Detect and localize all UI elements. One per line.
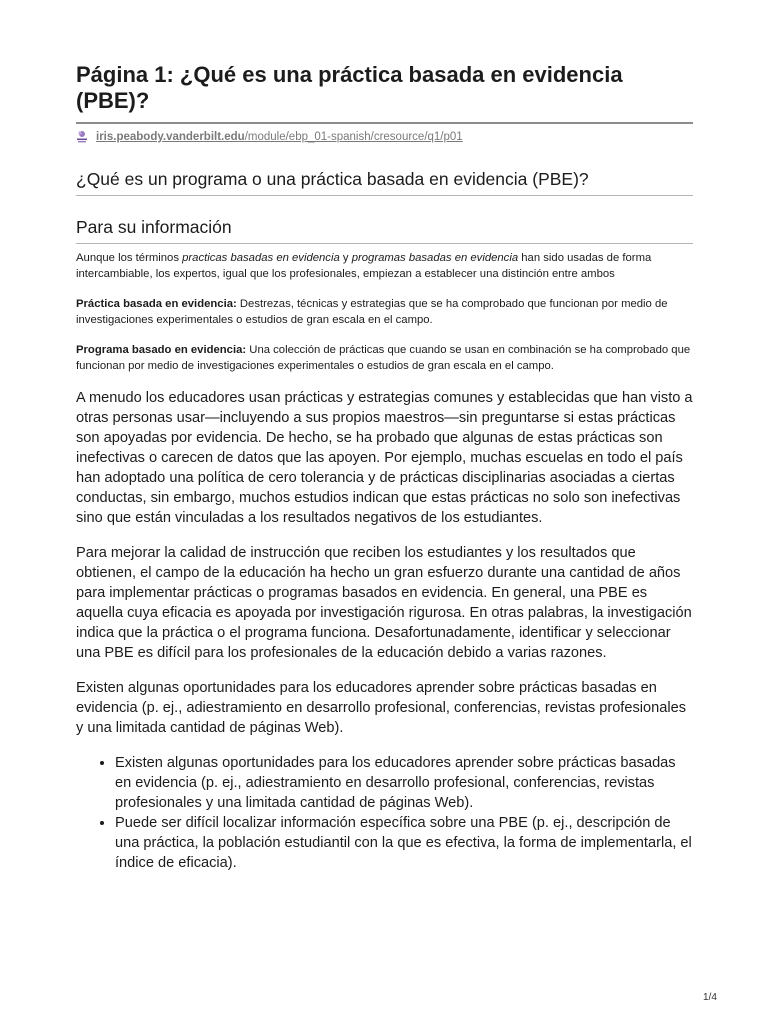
intro-paragraph xyxy=(76,250,693,282)
definition-program xyxy=(76,342,693,374)
list-item: • Existen algunas oportunidades para los educadores aprender sobre prácticas basadas en evidencia (p. ej., adiestramiento en desarrollo profesional, conferencias, revistas profesionales y una limitada cantidad de páginas Web). xyxy=(115,753,693,813)
definition-program-term: Programa basado en evidencia: xyxy=(76,344,247,356)
source-line xyxy=(76,129,693,145)
page-number: 1/4 xyxy=(703,992,717,1003)
body-paragraph: A menudo los educadores usan prácticas y estrategias comunes y establecidas que han visto a otras personas usar—incluyendo a sus propios maestros—sin preguntarse si estas prácticas son apoyadas por evidencia. De hecho, se ha probado que algunas de estas prácticas son inefectivas o carecen de datos que las apoyen. Por ejemplo, muchas escuelas en todo el país han adoptado una política de cero tolerancia y de prácticas disciplinarias asociadas a ciertas conductas, sin embargo, muchos estudios indican que estas prácticas no solo son inefectivas sino que están vinculadas a los resultados negativos de los estudiantes. xyxy=(76,390,693,526)
iris-logo-icon xyxy=(76,130,88,144)
intro-text-1: Aunque los términos xyxy=(76,252,183,264)
section-heading: ¿Qué es un programa o una práctica basada en evidencia (PBE)? xyxy=(76,168,693,196)
list-item: • Puede ser difícil localizar información específica sobre una PBE (p. ej., descripción de una práctica, la población estudiantil con la que es efectiva, la forma de implementarla, el índice de eficacia). xyxy=(115,813,693,873)
source-link[interactable] xyxy=(96,131,463,143)
bullet-list xyxy=(76,753,693,873)
intro-text-3: han sido usadas de forma intercambiable, los expertos, igual que los profesionales, empiezan a establecer una distinción entre ambos xyxy=(76,252,652,280)
document-page xyxy=(76,62,693,873)
source-domain: iris.peabody.vanderbilt.edu xyxy=(96,131,245,143)
intro-text-2: y xyxy=(339,252,352,264)
body-paragraph: Para mejorar la calidad de instrucción que reciben los estudiantes y los resultados que obtienen, el campo de la educación ha hecho un gran esfuerzo durante una cantidad de años para implementar prácticas o programas basados en evidencia. En general, una PBE es aquella cuya eficacia es apoyada por investigación rigurosa. En otras palabras, la investigación indica que la práctica o el programa funciona. Desafortunadamente, identificar y seleccionar una PBE es difícil para los profesionales de la educación debido a varias razones. xyxy=(76,545,692,661)
source-path: /module/ebp_01-spanish/cresource/q1/p01 xyxy=(244,131,463,143)
definition-practice xyxy=(76,296,693,328)
definition-practice-text: Destrezas, técnicas y estrategias que se ha comprobado que funcionan por medio de investigaciones experimentales o estudios de gran escala en el campo. xyxy=(76,298,668,326)
definition-practice-term: Práctica basada en evidencia: xyxy=(76,298,237,310)
intro-term-practices: practicas basadas en evidencia xyxy=(182,252,340,264)
page-title: Página 1: ¿Qué es una práctica basada en evidencia (PBE)? xyxy=(76,62,693,124)
intro-term-programs: programas basadas en evidencia xyxy=(351,252,519,264)
definition-program-text: Una colección de prácticas que cuando se usan en combinación se ha comprobado que funcionan por medio de investigaciones experimentales o estudios de gran escala en el campo. xyxy=(76,344,691,372)
info-heading: Para su información xyxy=(76,216,693,244)
body-paragraph: Existen algunas oportunidades para los educadores aprender sobre prácticas basadas en evidencia (p. ej., adiestramiento en desarrollo profesional, conferencias, revistas profesionales y una limitada cantidad de páginas Web). xyxy=(76,680,687,736)
